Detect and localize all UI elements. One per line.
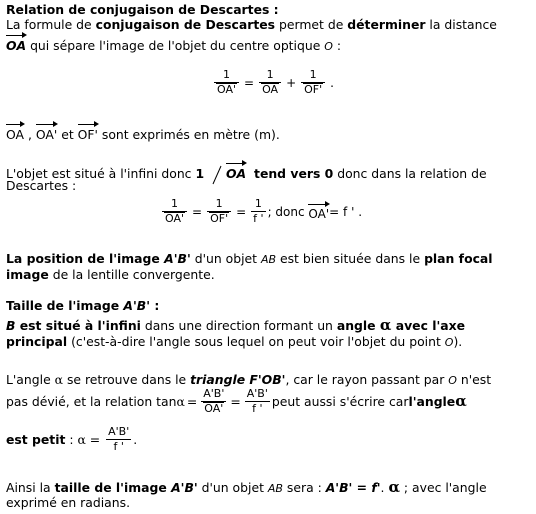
alpha-symbol: α — [455, 392, 467, 410]
fraction-denominator — [214, 83, 239, 97]
text-span: image — [6, 267, 49, 282]
text-span: Ainsi la — [6, 480, 55, 495]
text-span: d'un objet — [197, 480, 268, 495]
paragraph-line — [6, 480, 487, 496]
vector-oa: OA — [226, 161, 246, 181]
period: . — [133, 432, 138, 447]
text-span: d'un objet — [190, 251, 261, 266]
text-span: la distance — [425, 17, 497, 32]
text-span: : — [65, 432, 78, 447]
text-span: peut aussi s'écrire car — [271, 394, 409, 409]
alpha-symbol: α — [176, 394, 185, 409]
fraction — [245, 387, 270, 416]
fraction-denominator: f ' — [252, 402, 263, 415]
text-span: se retrouve dans le — [63, 372, 191, 387]
paragraph-line — [6, 425, 137, 454]
text-span: est bien située dans le — [276, 251, 425, 266]
paragraph-line — [6, 161, 487, 185]
equals-sign: = — [85, 432, 105, 447]
fraction-numerator: A'B' — [246, 387, 268, 400]
text-span: = f ' . — [329, 204, 363, 219]
text-span: qui sépare l'image de l'objet du centre optique — [26, 38, 325, 53]
fraction-denominator — [201, 402, 226, 416]
text-span: La formule de — [6, 17, 96, 32]
vector-oa-prime: OA' — [36, 122, 57, 142]
text-span: , — [24, 127, 36, 142]
vector-overline: OA' — [217, 83, 237, 96]
text-span: dans une direction formant un — [140, 318, 337, 333]
fraction — [201, 387, 226, 416]
text-span: taille de l'image — [54, 480, 172, 495]
text-span: principal — [6, 334, 68, 349]
text-span: A'B' — [171, 480, 198, 495]
text-span: : — [332, 38, 342, 53]
text-span: pas dévié, et la relation tan — [6, 394, 177, 409]
vector-oa: OA — [6, 122, 24, 142]
text-span: sera : — [282, 480, 326, 495]
text-span: A'B' = f' — [325, 480, 381, 495]
text-span: de la lentille convergente. — [48, 267, 215, 282]
vector-oa: OA — [6, 33, 26, 53]
text-span: ). — [453, 334, 463, 349]
fraction — [251, 197, 265, 226]
text-span: AB — [260, 253, 277, 266]
fraction-denominator — [207, 212, 231, 226]
section-title-descartes: Relation de conjugaison de Descartes : — [6, 2, 279, 17]
vector-overline: OF' — [304, 83, 323, 96]
plus-sign: + — [286, 75, 297, 90]
text-span: O — [444, 336, 454, 349]
fraction — [162, 197, 187, 226]
text-span: Taille de l'image — [6, 298, 124, 313]
infinity-formula — [160, 197, 362, 226]
text-span: avec l'axe — [391, 318, 466, 333]
fraction-numerator: A'B' — [203, 387, 225, 400]
fraction-denominator — [301, 83, 325, 97]
text-span: sont exprimés en mètre (m). — [97, 127, 280, 142]
vector-overline: OA' — [204, 402, 224, 415]
vector-of-prime: OF' — [78, 122, 98, 142]
vector-overline: OF' — [210, 212, 229, 225]
slash-symbol — [208, 165, 226, 185]
paragraph-line — [6, 267, 215, 282]
text-span: angle — [336, 318, 380, 333]
fraction-denominator — [162, 212, 187, 226]
text-span: AB — [267, 482, 283, 495]
text-span: O — [448, 374, 457, 387]
paragraph-line-units — [6, 122, 280, 142]
vector-overline: OA' — [165, 212, 185, 225]
alpha-symbol: α — [388, 478, 400, 496]
text-span: donc dans la relation de — [333, 166, 487, 181]
paragraph-line — [6, 318, 465, 333]
text-span: A'B' — [164, 251, 191, 266]
equals-sign: = — [244, 75, 255, 90]
text-span: A'B' — [123, 298, 151, 313]
paragraph-line — [6, 372, 491, 388]
text-span: O — [324, 40, 333, 53]
text-span: tend vers 0 — [254, 166, 334, 181]
text-span: . — [380, 480, 389, 495]
fraction-denominator: f ' — [253, 212, 264, 225]
fraction-numerator: 1 — [214, 68, 239, 83]
paragraph-line: Descartes : — [6, 178, 77, 193]
fraction-numerator: 1 — [162, 197, 187, 212]
text-span: : — [150, 298, 160, 313]
paragraph-line — [6, 33, 341, 54]
text-span: , car le rayon passant par — [285, 372, 449, 387]
text-span: est situé à l'infini — [15, 318, 141, 333]
descartes-formula — [212, 68, 337, 97]
equals-sign: = — [192, 204, 203, 219]
text-span: La position de l'image — [6, 251, 165, 266]
fraction-numerator: 1 — [251, 197, 265, 212]
text-span: B — [6, 318, 16, 333]
text-span: n'est — [456, 372, 492, 387]
period: . — [330, 75, 334, 90]
text-span: plan focal — [424, 251, 493, 266]
text-span: 1 — [195, 166, 205, 181]
paragraph-line — [6, 334, 462, 350]
alpha-symbol: α — [379, 316, 392, 334]
fraction — [301, 68, 325, 97]
alpha-symbol: α — [54, 372, 63, 387]
text-span: conjugaison de Descartes — [95, 17, 276, 32]
fraction-numerator: 1 — [207, 197, 231, 212]
text-span: (c'est-à-dire l'angle sous lequel on peut voir l'objet du point — [67, 334, 445, 349]
text-span: permet de — [275, 17, 348, 32]
text-span: ; donc — [267, 204, 305, 219]
text-span: déterminer — [347, 17, 426, 32]
equals-sign: = — [236, 204, 247, 219]
fraction — [259, 68, 281, 97]
fraction — [106, 425, 131, 454]
text-span: et — [57, 127, 78, 142]
text-span: est petit — [6, 432, 66, 447]
fraction-denominator: f ' — [113, 440, 124, 453]
text-span: triangle F'OB' — [190, 372, 286, 387]
alpha-symbol: α — [77, 432, 86, 447]
paragraph-line — [6, 17, 497, 32]
vector-oa-prime: OA' — [308, 202, 329, 221]
paragraph-line: exprimé en radians. — [6, 495, 131, 510]
text-span: l'angle — [408, 394, 456, 409]
fraction-numerator: 1 — [301, 68, 325, 83]
fraction-numerator: A'B' — [108, 425, 130, 438]
fraction-denominator — [259, 83, 281, 97]
text-span: L'objet est situé à l'infini donc — [6, 166, 196, 181]
fraction — [214, 68, 239, 97]
fraction — [207, 197, 231, 226]
equals-sign: = — [230, 394, 241, 409]
section-title-taille — [6, 298, 159, 313]
equals-sign: = — [186, 394, 198, 409]
text-span: L'angle — [6, 372, 55, 387]
text-span: ; avec l'angle — [399, 480, 487, 495]
vector-overline: OA — [262, 83, 279, 96]
paragraph-line-tan — [6, 387, 467, 416]
fraction-numerator: 1 — [259, 68, 281, 83]
paragraph-line — [6, 251, 493, 267]
